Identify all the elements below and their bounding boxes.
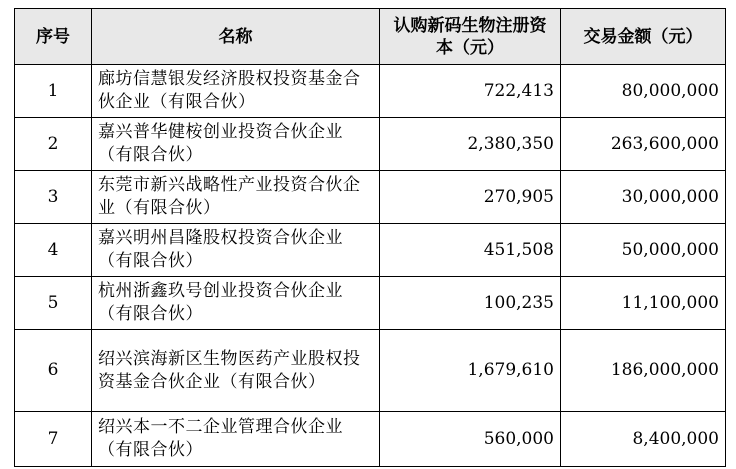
row-index: 3 (15, 171, 92, 224)
row-index: 7 (15, 412, 92, 467)
table-row (15, 118, 726, 171)
table-row (15, 171, 726, 224)
table-row (15, 65, 726, 118)
row-amount: 8,400,000 (561, 412, 726, 467)
row-name: 东莞市新兴战略性产业投资合伙企业（有限合伙） (92, 171, 380, 224)
row-capital: 451,508 (380, 224, 561, 277)
row-amount: 263,600,000 (561, 118, 726, 171)
row-capital: 100,235 (380, 277, 561, 330)
row-amount: 80,000,000 (561, 65, 726, 118)
row-capital: 722,413 (380, 65, 561, 118)
table-row (15, 277, 726, 330)
row-amount: 30,000,000 (561, 171, 726, 224)
table-header (15, 9, 726, 65)
row-capital: 560,000 (380, 412, 561, 467)
table-row (15, 224, 726, 277)
row-amount: 11,100,000 (561, 277, 726, 330)
table-row (15, 330, 726, 412)
table-row (15, 412, 726, 467)
row-name: 廊坊信慧银发经济股权投资基金合伙企业（有限合伙） (92, 65, 380, 118)
row-index: 1 (15, 65, 92, 118)
row-capital: 2,380,350 (380, 118, 561, 171)
header-row (15, 9, 726, 65)
row-capital: 1,679,610 (380, 330, 561, 412)
row-name: 杭州浙鑫玖号创业投资合伙企业（有限合伙） (92, 277, 380, 330)
row-amount: 186,000,000 (561, 330, 726, 412)
row-index: 6 (15, 330, 92, 412)
table-body (15, 65, 726, 467)
investors-table (14, 8, 726, 467)
row-name: 嘉兴普华健桉创业投资合伙企业（有限合伙） (92, 118, 380, 171)
row-name: 绍兴本一不二企业管理合伙企业（有限合伙） (92, 412, 380, 467)
row-name: 嘉兴明州昌隆股权投资合伙企业（有限合伙） (92, 224, 380, 277)
header-capital: 认购新码生物注册资本（元） (380, 9, 561, 65)
row-index: 2 (15, 118, 92, 171)
header-amount: 交易金额（元） (561, 9, 726, 65)
row-index: 4 (15, 224, 92, 277)
row-name: 绍兴滨海新区生物医药产业股权投资基金合伙企业（有限合伙） (92, 330, 380, 412)
header-name: 名称 (92, 9, 380, 65)
header-index: 序号 (15, 9, 92, 65)
row-amount: 50,000,000 (561, 224, 726, 277)
row-index: 5 (15, 277, 92, 330)
row-capital: 270,905 (380, 171, 561, 224)
